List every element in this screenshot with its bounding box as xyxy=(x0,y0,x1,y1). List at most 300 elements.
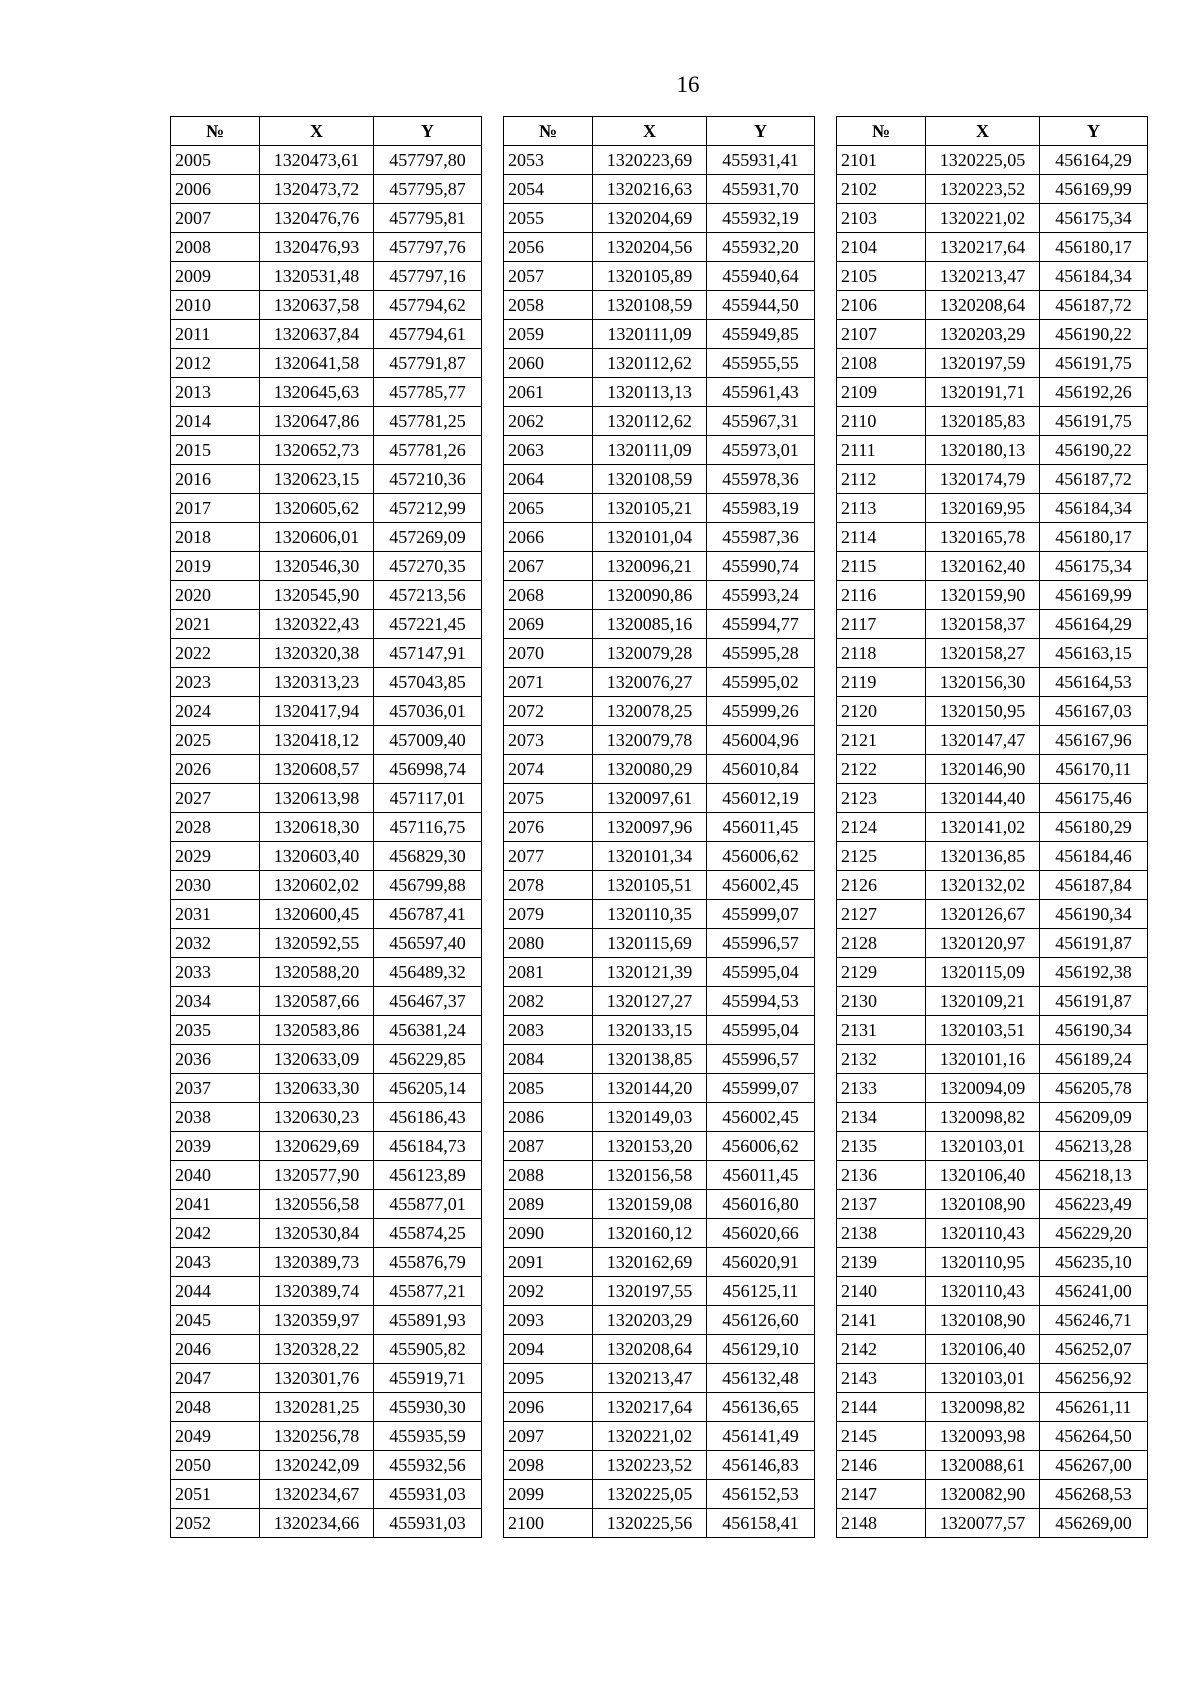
point-number-cell: 2120 xyxy=(837,697,926,726)
x-coordinate-cell: 1320121,39 xyxy=(593,958,707,987)
table-row xyxy=(504,1161,815,1190)
table-row xyxy=(171,175,482,204)
table-row xyxy=(171,465,482,494)
point-number-cell: 2106 xyxy=(837,291,926,320)
table-row xyxy=(171,378,482,407)
table-row xyxy=(504,1132,815,1161)
x-coordinate-cell: 1320217,64 xyxy=(593,1393,707,1422)
x-coordinate-cell: 1320082,90 xyxy=(926,1480,1040,1509)
table-row xyxy=(171,1161,482,1190)
table-row xyxy=(504,610,815,639)
y-coordinate-cell: 456191,75 xyxy=(1040,407,1148,436)
y-coordinate-cell: 455919,71 xyxy=(374,1364,482,1393)
y-coordinate-cell: 456264,50 xyxy=(1040,1422,1148,1451)
y-coordinate-cell: 456164,29 xyxy=(1040,146,1148,175)
x-coordinate-cell: 1320213,47 xyxy=(593,1364,707,1393)
table-row xyxy=(504,233,815,262)
x-coordinate-cell: 1320144,40 xyxy=(926,784,1040,813)
y-coordinate-cell: 456169,99 xyxy=(1040,581,1148,610)
x-coordinate-cell: 1320090,86 xyxy=(593,581,707,610)
x-coordinate-cell: 1320079,78 xyxy=(593,726,707,755)
y-coordinate-cell: 456164,53 xyxy=(1040,668,1148,697)
x-coordinate-cell: 1320221,02 xyxy=(593,1422,707,1451)
point-number-cell: 2067 xyxy=(504,552,593,581)
x-coordinate-cell: 1320603,40 xyxy=(260,842,374,871)
y-coordinate-cell: 455932,56 xyxy=(374,1451,482,1480)
table-row xyxy=(837,494,1148,523)
x-coordinate-cell: 1320208,64 xyxy=(593,1335,707,1364)
x-coordinate-cell: 1320587,66 xyxy=(260,987,374,1016)
x-coordinate-cell: 1320106,40 xyxy=(926,1161,1040,1190)
y-coordinate-cell: 455877,21 xyxy=(374,1277,482,1306)
column-header-x: X xyxy=(593,117,707,146)
table-row xyxy=(837,378,1148,407)
table-row xyxy=(504,1190,815,1219)
table-row xyxy=(171,610,482,639)
y-coordinate-cell: 456132,48 xyxy=(707,1364,815,1393)
table-row xyxy=(504,1277,815,1306)
x-coordinate-cell: 1320160,12 xyxy=(593,1219,707,1248)
y-coordinate-cell: 456152,53 xyxy=(707,1480,815,1509)
x-coordinate-cell: 1320111,09 xyxy=(593,320,707,349)
column-header-y: Y xyxy=(707,117,815,146)
x-coordinate-cell: 1320077,57 xyxy=(926,1509,1040,1538)
x-coordinate-cell: 1320105,21 xyxy=(593,494,707,523)
point-number-cell: 2065 xyxy=(504,494,593,523)
table-row xyxy=(171,494,482,523)
x-coordinate-cell: 1320158,27 xyxy=(926,639,1040,668)
table-row xyxy=(837,1480,1148,1509)
y-coordinate-cell: 456006,62 xyxy=(707,1132,815,1161)
y-coordinate-cell: 457794,62 xyxy=(374,291,482,320)
point-number-cell: 2138 xyxy=(837,1219,926,1248)
point-number-cell: 2054 xyxy=(504,175,593,204)
y-coordinate-cell: 456256,92 xyxy=(1040,1364,1148,1393)
y-coordinate-cell: 457795,81 xyxy=(374,204,482,233)
y-coordinate-cell: 457785,77 xyxy=(374,378,482,407)
x-coordinate-cell: 1320158,37 xyxy=(926,610,1040,639)
x-coordinate-cell: 1320647,86 xyxy=(260,407,374,436)
point-number-cell: 2015 xyxy=(171,436,260,465)
y-coordinate-cell: 456141,49 xyxy=(707,1422,815,1451)
column-header-y: Y xyxy=(374,117,482,146)
x-coordinate-cell: 1320098,82 xyxy=(926,1103,1040,1132)
point-number-cell: 2082 xyxy=(504,987,593,1016)
table-row xyxy=(171,1335,482,1364)
point-number-cell: 2095 xyxy=(504,1364,593,1393)
x-coordinate-cell: 1320078,25 xyxy=(593,697,707,726)
point-number-cell: 2137 xyxy=(837,1190,926,1219)
y-coordinate-cell: 456164,29 xyxy=(1040,610,1148,639)
table-row xyxy=(171,842,482,871)
point-number-cell: 2117 xyxy=(837,610,926,639)
y-coordinate-cell: 456829,30 xyxy=(374,842,482,871)
table-row xyxy=(504,813,815,842)
y-coordinate-cell: 455935,59 xyxy=(374,1422,482,1451)
table-row xyxy=(837,233,1148,262)
x-coordinate-cell: 1320301,76 xyxy=(260,1364,374,1393)
point-number-cell: 2074 xyxy=(504,755,593,784)
y-coordinate-cell: 456184,34 xyxy=(1040,262,1148,291)
point-number-cell: 2046 xyxy=(171,1335,260,1364)
x-coordinate-cell: 1320126,67 xyxy=(926,900,1040,929)
x-coordinate-cell: 1320359,97 xyxy=(260,1306,374,1335)
y-coordinate-cell: 455931,70 xyxy=(707,175,815,204)
point-number-cell: 2092 xyxy=(504,1277,593,1306)
table-row xyxy=(504,175,815,204)
point-number-cell: 2012 xyxy=(171,349,260,378)
x-coordinate-cell: 1320103,01 xyxy=(926,1132,1040,1161)
x-coordinate-cell: 1320133,15 xyxy=(593,1016,707,1045)
coordinates-table-3 xyxy=(836,116,1148,1538)
point-number-cell: 2100 xyxy=(504,1509,593,1538)
point-number-cell: 2133 xyxy=(837,1074,926,1103)
y-coordinate-cell: 456187,84 xyxy=(1040,871,1148,900)
point-number-cell: 2058 xyxy=(504,291,593,320)
table-row xyxy=(837,726,1148,755)
table-row xyxy=(171,233,482,262)
x-coordinate-cell: 1320389,73 xyxy=(260,1248,374,1277)
table-row xyxy=(171,1277,482,1306)
table-row xyxy=(171,958,482,987)
table-row xyxy=(504,958,815,987)
point-number-cell: 2108 xyxy=(837,349,926,378)
point-number-cell: 2034 xyxy=(171,987,260,1016)
table-row xyxy=(837,349,1148,378)
x-coordinate-cell: 1320076,27 xyxy=(593,668,707,697)
table-row xyxy=(504,1422,815,1451)
table-row xyxy=(504,1074,815,1103)
x-coordinate-cell: 1320608,57 xyxy=(260,755,374,784)
table-row xyxy=(837,1016,1148,1045)
y-coordinate-cell: 457781,26 xyxy=(374,436,482,465)
point-number-cell: 2005 xyxy=(171,146,260,175)
table-header-row xyxy=(837,117,1148,146)
y-coordinate-cell: 456218,13 xyxy=(1040,1161,1148,1190)
point-number-cell: 2076 xyxy=(504,813,593,842)
point-number-cell: 2145 xyxy=(837,1422,926,1451)
y-coordinate-cell: 456129,10 xyxy=(707,1335,815,1364)
point-number-cell: 2036 xyxy=(171,1045,260,1074)
y-coordinate-cell: 456011,45 xyxy=(707,1161,815,1190)
point-number-cell: 2071 xyxy=(504,668,593,697)
point-number-cell: 2124 xyxy=(837,813,926,842)
y-coordinate-cell: 455978,36 xyxy=(707,465,815,494)
point-number-cell: 2073 xyxy=(504,726,593,755)
y-coordinate-cell: 457212,99 xyxy=(374,494,482,523)
point-number-cell: 2055 xyxy=(504,204,593,233)
point-number-cell: 2069 xyxy=(504,610,593,639)
y-coordinate-cell: 455876,79 xyxy=(374,1248,482,1277)
point-number-cell: 2107 xyxy=(837,320,926,349)
x-coordinate-cell: 1320208,64 xyxy=(926,291,1040,320)
point-number-cell: 2121 xyxy=(837,726,926,755)
point-number-cell: 2096 xyxy=(504,1393,593,1422)
column-header-number: № xyxy=(504,117,593,146)
y-coordinate-cell: 455993,24 xyxy=(707,581,815,610)
y-coordinate-cell: 456175,34 xyxy=(1040,552,1148,581)
table-row xyxy=(171,1364,482,1393)
y-coordinate-cell: 455961,43 xyxy=(707,378,815,407)
y-coordinate-cell: 457210,36 xyxy=(374,465,482,494)
x-coordinate-cell: 1320088,61 xyxy=(926,1451,1040,1480)
x-coordinate-cell: 1320108,90 xyxy=(926,1306,1040,1335)
x-coordinate-cell: 1320225,56 xyxy=(593,1509,707,1538)
x-coordinate-cell: 1320602,02 xyxy=(260,871,374,900)
y-coordinate-cell: 455944,50 xyxy=(707,291,815,320)
table-row xyxy=(504,204,815,233)
table-row xyxy=(837,842,1148,871)
x-coordinate-cell: 1320613,98 xyxy=(260,784,374,813)
point-number-cell: 2088 xyxy=(504,1161,593,1190)
table-row xyxy=(171,726,482,755)
y-coordinate-cell: 457270,35 xyxy=(374,552,482,581)
y-coordinate-cell: 455932,19 xyxy=(707,204,815,233)
y-coordinate-cell: 456241,00 xyxy=(1040,1277,1148,1306)
table-row xyxy=(504,1335,815,1364)
x-coordinate-cell: 1320473,72 xyxy=(260,175,374,204)
point-number-cell: 2085 xyxy=(504,1074,593,1103)
y-coordinate-cell: 455973,01 xyxy=(707,436,815,465)
table-row xyxy=(837,1306,1148,1335)
table-row xyxy=(171,146,482,175)
point-number-cell: 2013 xyxy=(171,378,260,407)
table-row xyxy=(837,320,1148,349)
y-coordinate-cell: 456180,17 xyxy=(1040,523,1148,552)
point-number-cell: 2028 xyxy=(171,813,260,842)
table-row xyxy=(171,407,482,436)
x-coordinate-cell: 1320159,90 xyxy=(926,581,1040,610)
x-coordinate-cell: 1320098,82 xyxy=(926,1393,1040,1422)
point-number-cell: 2081 xyxy=(504,958,593,987)
x-coordinate-cell: 1320111,09 xyxy=(593,436,707,465)
x-coordinate-cell: 1320191,71 xyxy=(926,378,1040,407)
point-number-cell: 2038 xyxy=(171,1103,260,1132)
x-coordinate-cell: 1320637,84 xyxy=(260,320,374,349)
point-number-cell: 2134 xyxy=(837,1103,926,1132)
x-coordinate-cell: 1320217,64 xyxy=(926,233,1040,262)
column-header-number: № xyxy=(171,117,260,146)
x-coordinate-cell: 1320213,47 xyxy=(926,262,1040,291)
x-coordinate-cell: 1320556,58 xyxy=(260,1190,374,1219)
table-row xyxy=(504,552,815,581)
point-number-cell: 2104 xyxy=(837,233,926,262)
table-row xyxy=(504,1016,815,1045)
point-number-cell: 2097 xyxy=(504,1422,593,1451)
x-coordinate-cell: 1320223,69 xyxy=(593,146,707,175)
table-row xyxy=(504,1306,815,1335)
y-coordinate-cell: 456192,38 xyxy=(1040,958,1148,987)
x-coordinate-cell: 1320652,73 xyxy=(260,436,374,465)
y-coordinate-cell: 456002,45 xyxy=(707,1103,815,1132)
y-coordinate-cell: 456229,85 xyxy=(374,1045,482,1074)
x-coordinate-cell: 1320588,20 xyxy=(260,958,374,987)
point-number-cell: 2136 xyxy=(837,1161,926,1190)
column-header-x: X xyxy=(260,117,374,146)
point-number-cell: 2139 xyxy=(837,1248,926,1277)
x-coordinate-cell: 1320106,40 xyxy=(926,1335,1040,1364)
point-number-cell: 2059 xyxy=(504,320,593,349)
x-coordinate-cell: 1320174,79 xyxy=(926,465,1040,494)
x-coordinate-cell: 1320153,20 xyxy=(593,1132,707,1161)
point-number-cell: 2020 xyxy=(171,581,260,610)
table-row xyxy=(171,291,482,320)
table-row xyxy=(837,697,1148,726)
x-coordinate-cell: 1320103,01 xyxy=(926,1364,1040,1393)
x-coordinate-cell: 1320225,05 xyxy=(593,1480,707,1509)
y-coordinate-cell: 456597,40 xyxy=(374,929,482,958)
x-coordinate-cell: 1320097,61 xyxy=(593,784,707,813)
point-number-cell: 2014 xyxy=(171,407,260,436)
y-coordinate-cell: 456002,45 xyxy=(707,871,815,900)
x-coordinate-cell: 1320185,83 xyxy=(926,407,1040,436)
point-number-cell: 2126 xyxy=(837,871,926,900)
table-row xyxy=(504,639,815,668)
y-coordinate-cell: 456016,80 xyxy=(707,1190,815,1219)
point-number-cell: 2091 xyxy=(504,1248,593,1277)
y-coordinate-cell: 456235,10 xyxy=(1040,1248,1148,1277)
y-coordinate-cell: 456223,49 xyxy=(1040,1190,1148,1219)
y-coordinate-cell: 456136,65 xyxy=(707,1393,815,1422)
table-row xyxy=(837,1422,1148,1451)
x-coordinate-cell: 1320113,13 xyxy=(593,378,707,407)
y-coordinate-cell: 456205,14 xyxy=(374,1074,482,1103)
point-number-cell: 2027 xyxy=(171,784,260,813)
point-number-cell: 2021 xyxy=(171,610,260,639)
y-coordinate-cell: 455905,82 xyxy=(374,1335,482,1364)
point-number-cell: 2075 xyxy=(504,784,593,813)
table-row xyxy=(504,1103,815,1132)
point-number-cell: 2022 xyxy=(171,639,260,668)
y-coordinate-cell: 455995,04 xyxy=(707,1016,815,1045)
point-number-cell: 2086 xyxy=(504,1103,593,1132)
x-coordinate-cell: 1320097,96 xyxy=(593,813,707,842)
point-number-cell: 2024 xyxy=(171,697,260,726)
x-coordinate-cell: 1320197,55 xyxy=(593,1277,707,1306)
column-header-x: X xyxy=(926,117,1040,146)
point-number-cell: 2010 xyxy=(171,291,260,320)
point-number-cell: 2070 xyxy=(504,639,593,668)
y-coordinate-cell: 457794,61 xyxy=(374,320,482,349)
x-coordinate-cell: 1320605,62 xyxy=(260,494,374,523)
x-coordinate-cell: 1320162,40 xyxy=(926,552,1040,581)
table-row xyxy=(837,900,1148,929)
y-coordinate-cell: 456187,72 xyxy=(1040,291,1148,320)
x-coordinate-cell: 1320203,29 xyxy=(593,1306,707,1335)
table-row xyxy=(171,349,482,378)
point-number-cell: 2016 xyxy=(171,465,260,494)
point-number-cell: 2033 xyxy=(171,958,260,987)
coordinates-table-2 xyxy=(503,116,815,1538)
x-coordinate-cell: 1320630,23 xyxy=(260,1103,374,1132)
point-number-cell: 2141 xyxy=(837,1306,926,1335)
y-coordinate-cell: 456167,96 xyxy=(1040,726,1148,755)
x-coordinate-cell: 1320545,90 xyxy=(260,581,374,610)
point-number-cell: 2083 xyxy=(504,1016,593,1045)
table-row xyxy=(171,1074,482,1103)
table-row xyxy=(171,1103,482,1132)
point-number-cell: 2051 xyxy=(171,1480,260,1509)
point-number-cell: 2099 xyxy=(504,1480,593,1509)
x-coordinate-cell: 1320225,05 xyxy=(926,146,1040,175)
point-number-cell: 2113 xyxy=(837,494,926,523)
x-coordinate-cell: 1320159,08 xyxy=(593,1190,707,1219)
x-coordinate-cell: 1320138,85 xyxy=(593,1045,707,1074)
table-header-row xyxy=(504,117,815,146)
y-coordinate-cell: 456126,60 xyxy=(707,1306,815,1335)
point-number-cell: 2142 xyxy=(837,1335,926,1364)
y-coordinate-cell: 457221,45 xyxy=(374,610,482,639)
table-row xyxy=(837,581,1148,610)
y-coordinate-cell: 456187,72 xyxy=(1040,465,1148,494)
x-coordinate-cell: 1320606,01 xyxy=(260,523,374,552)
table-row xyxy=(504,900,815,929)
y-coordinate-cell: 457117,01 xyxy=(374,784,482,813)
x-coordinate-cell: 1320328,22 xyxy=(260,1335,374,1364)
y-coordinate-cell: 457797,80 xyxy=(374,146,482,175)
x-coordinate-cell: 1320476,93 xyxy=(260,233,374,262)
y-coordinate-cell: 456011,45 xyxy=(707,813,815,842)
point-number-cell: 2050 xyxy=(171,1451,260,1480)
y-coordinate-cell: 456190,34 xyxy=(1040,900,1148,929)
table-header-row xyxy=(171,117,482,146)
y-coordinate-cell: 456267,00 xyxy=(1040,1451,1148,1480)
x-coordinate-cell: 1320080,29 xyxy=(593,755,707,784)
point-number-cell: 2068 xyxy=(504,581,593,610)
y-coordinate-cell: 456180,29 xyxy=(1040,813,1148,842)
point-number-cell: 2118 xyxy=(837,639,926,668)
y-coordinate-cell: 455996,57 xyxy=(707,1045,815,1074)
point-number-cell: 2089 xyxy=(504,1190,593,1219)
x-coordinate-cell: 1320256,78 xyxy=(260,1422,374,1451)
y-coordinate-cell: 456170,11 xyxy=(1040,755,1148,784)
table-row xyxy=(837,813,1148,842)
point-number-cell: 2048 xyxy=(171,1393,260,1422)
y-coordinate-cell: 455891,93 xyxy=(374,1306,482,1335)
table-row xyxy=(171,1480,482,1509)
y-coordinate-cell: 455999,07 xyxy=(707,1074,815,1103)
table-row xyxy=(504,784,815,813)
y-coordinate-cell: 455994,77 xyxy=(707,610,815,639)
x-coordinate-cell: 1320592,55 xyxy=(260,929,374,958)
table-row xyxy=(837,291,1148,320)
x-coordinate-cell: 1320180,13 xyxy=(926,436,1040,465)
table-row xyxy=(171,1248,482,1277)
point-number-cell: 2111 xyxy=(837,436,926,465)
y-coordinate-cell: 455931,41 xyxy=(707,146,815,175)
x-coordinate-cell: 1320417,94 xyxy=(260,697,374,726)
x-coordinate-cell: 1320085,16 xyxy=(593,610,707,639)
table-row xyxy=(171,900,482,929)
x-coordinate-cell: 1320156,30 xyxy=(926,668,1040,697)
x-coordinate-cell: 1320600,45 xyxy=(260,900,374,929)
x-coordinate-cell: 1320112,62 xyxy=(593,349,707,378)
point-number-cell: 2062 xyxy=(504,407,593,436)
table-row xyxy=(837,987,1148,1016)
y-coordinate-cell: 456158,41 xyxy=(707,1509,815,1538)
table-row xyxy=(171,1451,482,1480)
y-coordinate-cell: 456180,17 xyxy=(1040,233,1148,262)
point-number-cell: 2115 xyxy=(837,552,926,581)
table-row xyxy=(171,784,482,813)
table-row xyxy=(504,1248,815,1277)
y-coordinate-cell: 456167,03 xyxy=(1040,697,1148,726)
y-coordinate-cell: 455949,85 xyxy=(707,320,815,349)
y-coordinate-cell: 456012,19 xyxy=(707,784,815,813)
table-row xyxy=(504,523,815,552)
table-row xyxy=(504,1451,815,1480)
point-number-cell: 2035 xyxy=(171,1016,260,1045)
